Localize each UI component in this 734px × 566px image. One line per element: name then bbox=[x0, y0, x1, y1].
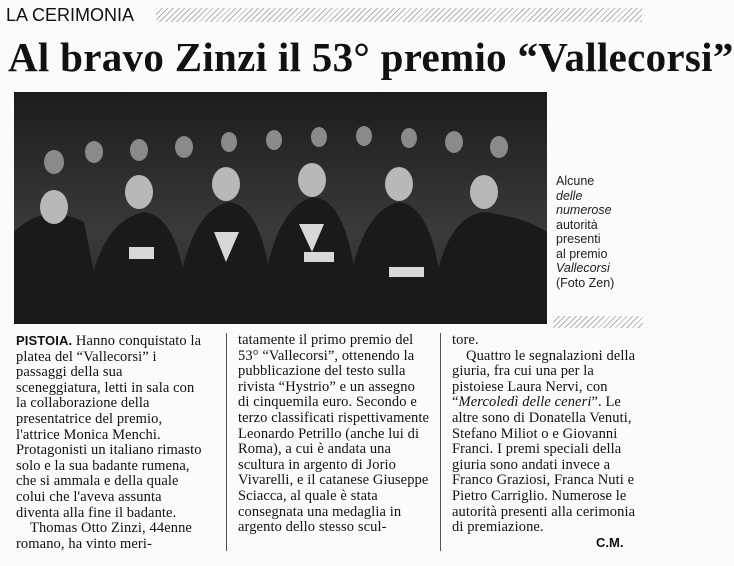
column-rule bbox=[440, 333, 441, 551]
paragraph-text: tore. bbox=[452, 332, 479, 348]
caption-hatch bbox=[553, 316, 643, 328]
article-column-3 bbox=[452, 333, 638, 536]
caption-line: delle bbox=[556, 188, 583, 203]
dateline: PISTOIA. bbox=[16, 333, 73, 348]
paragraph-text: Thomas Otto Zinzi, 44enne romano, ha vinto meri- bbox=[16, 520, 192, 552]
column-rule bbox=[226, 333, 227, 551]
paragraph-text: ”. Le altre sono di Donatella Venuti, Stefano Miliot o e Giovanni Franci. I premi speciali della giuria sono andati invece a Franco Graziosi, Franca Nuti e Pietro Carriglio. Numerose le autorità presenti alla cerimonia di premiazione. bbox=[452, 394, 636, 536]
hatch-rule bbox=[156, 8, 642, 22]
article-column-2 bbox=[238, 333, 430, 536]
ceremony-photo bbox=[14, 92, 547, 324]
article-column-1 bbox=[16, 333, 206, 552]
caption-line: numerose bbox=[556, 203, 612, 217]
caption-line: (Foto Zen) bbox=[556, 275, 615, 290]
caption-line: Alcune bbox=[556, 174, 595, 188]
kicker-bar bbox=[6, 4, 642, 26]
headline: Al bravo Zinzi il 53° premio “Vallecorsi” bbox=[8, 34, 734, 80]
caption-line: al premio bbox=[556, 246, 608, 261]
caption-line: presenti bbox=[556, 232, 601, 246]
section-kicker: LA CERIMONIA bbox=[6, 4, 142, 26]
paragraph-text: tatamente il primo premio del 53° “Vallecorsi”, ottenendo la pubblicazione del testo sulla rivista “Hystrio” e un assegno di cinquemila euro. Secondo e terzo classificati rispettivamente Leonardo Petrillo (anche lui di Roma), a cui è andata una scultura in argento di Jorio Vivarelli, e il catanese Giuseppe Sciacca, al quale è stata consegnata una medaglia in argento dello stesso scul- bbox=[238, 332, 430, 536]
paragraph-text: Quattro le segnalazioni della giuria, fra cui una per la pistoiese Laura Nervi, con “ bbox=[452, 347, 636, 411]
author-signature: C.M. bbox=[596, 535, 624, 550]
caption-line: Vallecorsi bbox=[556, 261, 610, 275]
photo-caption bbox=[556, 174, 644, 290]
paragraph-text: Hanno conquistato la platea del “Vallecorsi” i passaggi della sua sceneggiatura, letti in sala con la collaborazione della presentatrice del premio, l'attrice Monica Menchi. Protagonisti un italiano rimasto solo e la sua badante rumena, che si ammala e della quale colui che l'aveva assunta diventa alla fine il badante. bbox=[16, 333, 202, 521]
play-title: Mercoledì delle ceneri bbox=[458, 394, 592, 411]
caption-line: autorità bbox=[556, 217, 598, 232]
